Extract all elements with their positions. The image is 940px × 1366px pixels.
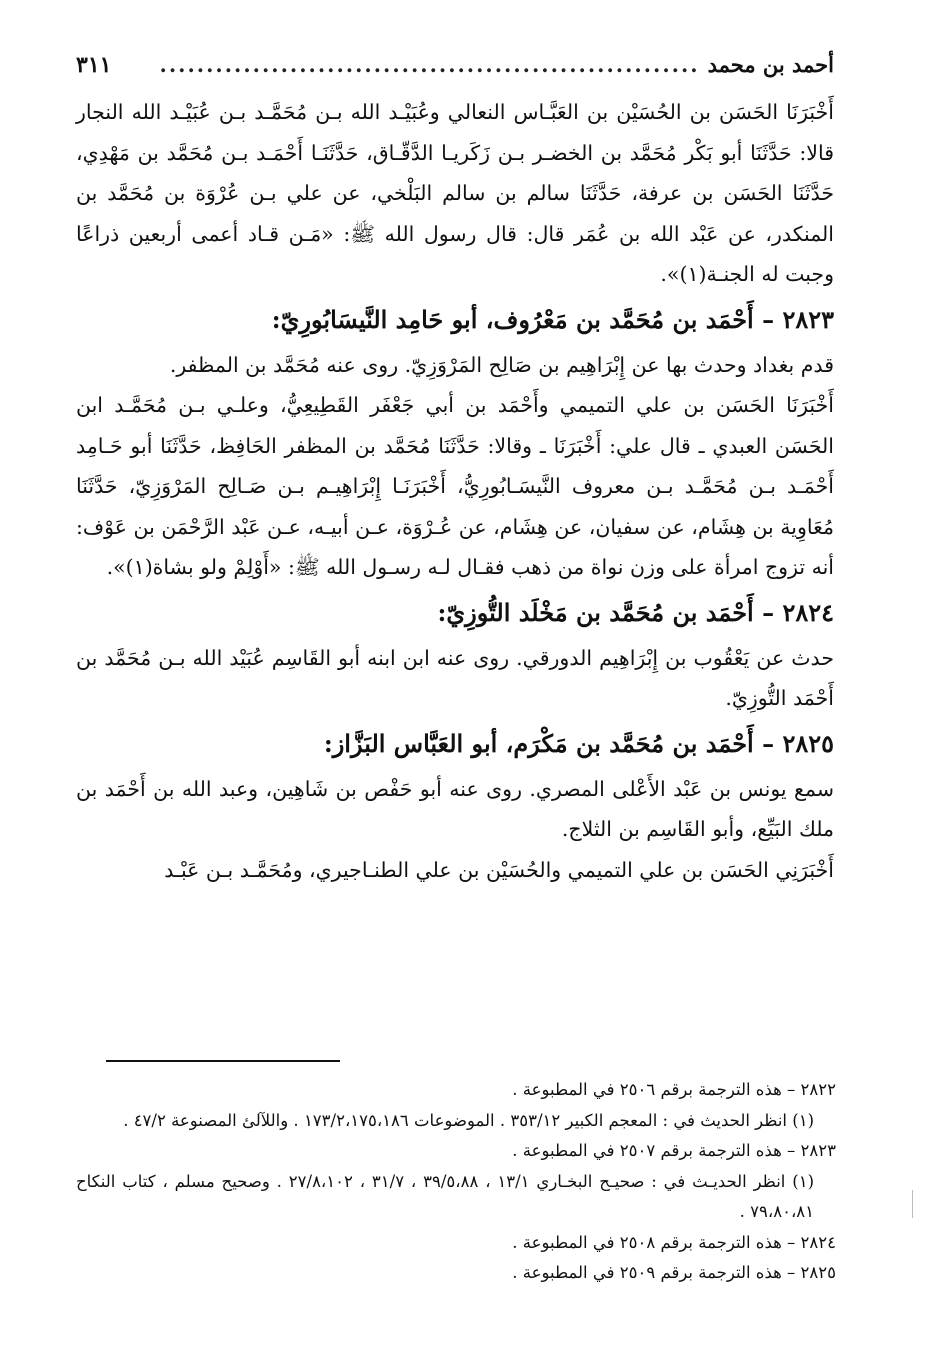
paragraph-bio-2824: حدث عن يَعْقُوب بن إِبْرَاهِيم الدورقي. روى عنه ابن ابنه أبو القَاسِم عُبَيْد الله بـن مُحَمَّد بن أَحْمَد التُّوزِيّ. [76,645,834,710]
running-head [76,52,834,92]
footnote-2825: ٢٨٢٥ – هذه الترجمة برقم ٢٥٠٩ في المطبوعة . [512,1263,836,1282]
entry-heading-2823: ٢٨٢٣ – أَحْمَد بن مُحَمَّد بن مَعْرُوف، أبو حَامِد النَّيسَابُورِيّ: [271,304,834,334]
paragraph-hadith-2822: أَخْبَرَنَا الحَسَن بن الحُسَيْن بن العَبَّـاس النعالي وعُبَيْـد الله بـن مُحَمَّـد بـن عُبَيْـد الله النجار قالا: حَدَّثَنَا أبو بَكْر مُحَمَّد بن الخضـر بـن زَكَريـا الدَّقّـاق، حَدَّثَنَـا أَحْمَـد بـن مُحَمَّد بن مَهْدِي، حَدَّثَنَا الحَسَن بن عرفة، حَدَّثَنَا سالم بن سالم البَلْخي، عن علي بـن عُرْوَة بن مُحَمَّد بن المنكدر، عن عَبْد الله بن عُمَر قال: قال رسول الله ﷺ: «مَـن قـاد أعمى أربعين ذراعًا وجبت له الجنـة(١)». [76,100,834,286]
paragraph-bio-2825: سمع يونس بن عَبْد الأَعْلى المصري. روى عنه أبو حَفْص بن شَاهِين، وعبد الله بن أَحْمَد بن ملك البَيِّع، وأبو القَاسِم بن الثلاج. [76,776,834,841]
running-head-leader-dots: .......................................................... [159,52,700,77]
footnotes [76,1075,836,1289]
running-head-title: أحمد بن محمد [707,52,834,77]
footnote-2822-ref-1: (١) انظر الحديث في : المعجم الكبير ٣٥٣/١٢ . الموضوعات ١٧٣/٢،١٧٥،١٨٦ . واللآلئ المصنوعة ٤٧/٢ . [123,1110,814,1130]
paragraph-hadith-2825: أَخْبَرَنِي الحَسَن بن علي التميمي والحُسَيْن بن علي الطنـاجيري، ومُحَمَّـد بـن عَبْـد [164,857,834,882]
footnote-separator-rule [106,1060,340,1062]
page-body [76,52,834,890]
footnote-2823-ref-1: (١) انظر الحديـث في : صحيـح البخـاري ١٣/١ ، ٣٩/٥،٨٨ ، ٣١/٧ ، ٢٧/٨،١٠٢ . وصحيح مسلم ، كتاب النكاح ٧٩،٨٠،٨١ . [76,1171,814,1221]
paragraph-hadith-2823: أَخْبَرَنَا الحَسَن بن علي التميمي وأَحْمَد بن أبي جَعْفَر القَطِيعِيُّ، وعلـي بـن مُحَمَّـد ابن الحَسَن العبدي ـ قال علي: أَخْبَرَنَا ـ وقالا: حَدَّثَنَا مُحَمَّد بن المظفر الحَافِظ، حَدَّثَنَا أبو حَـامِد أَحْمَـد بـن مُحَمَّـد بـن معروف النَّيسَـابُورِيُّ، أَخْبَرَنَـا إِبْرَاهِيـم بـن صَـالِح المَرْوَزِيّ، حَدَّثَنَا مُعَاوِية بن هِشَام، عن سفيان، عن هِشَام، عن عُـرْوَة، عـن أبيـه، عـن عَبْد الرَّحْمَن بن عَوْف: أنه تزوج امرأة على وزن نواة من ذهب فقـال لـه رسـول الله ﷺ: «أَوْلِمْ ولو بشاة(١)». [76,393,834,579]
footnote-2823: ٢٨٢٣ – هذه الترجمة برقم ٢٥٠٧ في المطبوعة . [512,1141,836,1160]
page-number: ٣١١ [76,52,112,78]
entry-heading-2824: ٢٨٢٤ – أَحْمَد بن مُحَمَّد بن مَخْلَد التُّوزِيّ: [437,597,834,627]
paragraph-bio-2823: قدم بغداد وحدث بها عن إِبْرَاهِيم بن صَالِح المَرْوَزِيّ. روى عنه مُحَمَّد بن المظفر. [169,352,834,377]
entry-heading-2825: ٢٨٢٥ – أَحْمَد بن مُحَمَّد بن مَكْرَم، أبو العَبَّاس البَزَّاز: [323,728,834,758]
footnote-2822: ٢٨٢٢ – هذه الترجمة برقم ٢٥٠٦ في المطبوعة . [512,1080,836,1099]
scan-margin-mark [912,1190,913,1218]
footnote-2824: ٢٨٢٤ – هذه الترجمة برقم ٢٥٠٨ في المطبوعة . [512,1232,836,1252]
